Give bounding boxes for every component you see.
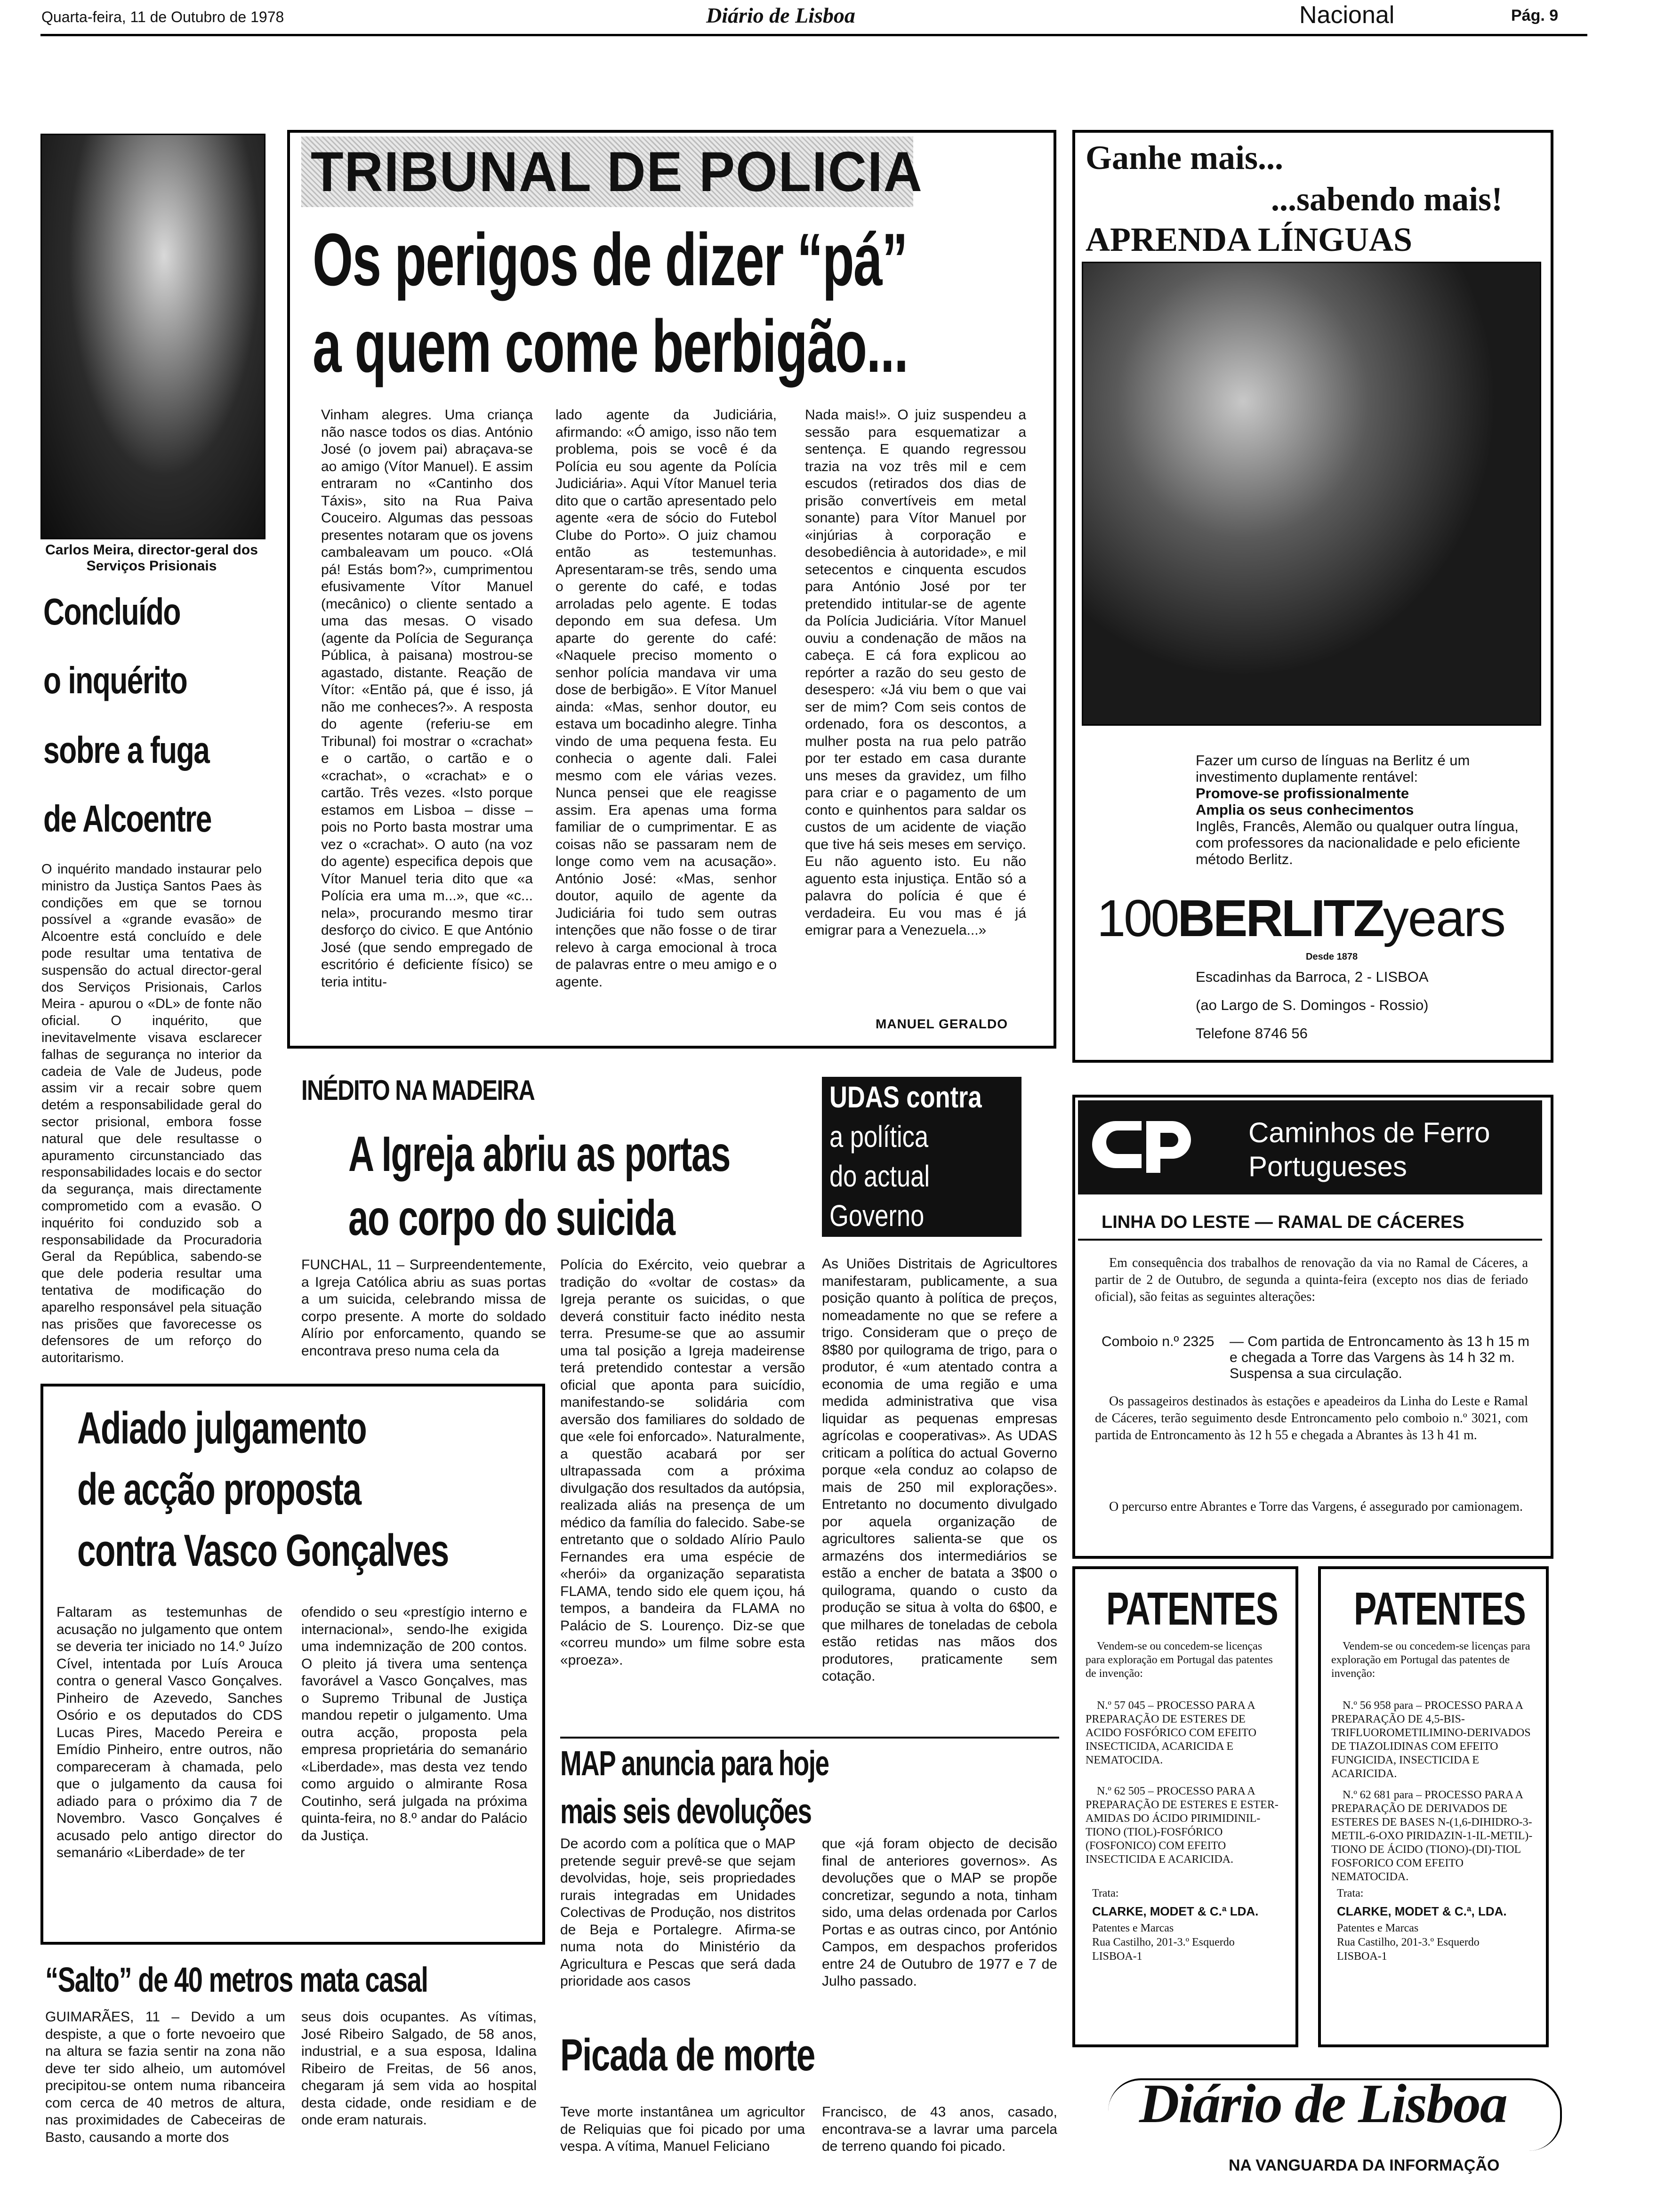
map-col-1: De acordo com a política que o MAP pretende seguir prevê-se que sejam devolvidas, hoje, seis propriedades rurais integradas em Unidades Colectivas de Produção, nos distritos de Beja e Portalegre. Afirma-se numa nota do Ministério da Agricultura e Pescas que será dada prioridade aos casos <box>560 1836 796 1989</box>
berlitz-logo-num: 100 <box>1097 890 1178 947</box>
cp-train-label: Comboio n.º 2325 <box>1102 1334 1215 1349</box>
header-page-number: Pág. 9 <box>1511 7 1559 24</box>
header-section: Nacional <box>1299 1 1395 29</box>
patentes1-intro: Vendem-se ou concedem-se licenças para exploração em Portugal das patentes de invenção: <box>1086 1640 1273 1680</box>
header-masthead: Diário de Lisboa <box>706 3 855 27</box>
left-story-body: O inquérito mandado instaurar pelo ministro da Justiça Santos Paes às condições em que se tornou possível a «grande evasão» de Alcoentre está concluído e dele pode resultar uma tentativa de suspensão do actual director-geral dos Serviços Prisionais, Carlos Meira - apurou o «DL» de fonte não oficial. O inquérito, que inevitavelmente visava esclarecer falhas de segurança no interior da cadeia de Vale de Judeus, pode assim vir a recair sobre quem detém a responsabilidade geral do sector prisional, embora fosse natural que dele resultasse o apuramento circunstanciado das responsabilidades locais e do sector da segurança, mais directamente comprometido com a evasão. O inquérito foi conduzido sob a responsabilidade da Procuradoria Geral da República, sabendo-se que dele poderia resultar uma tentativa de modificação do aparelho responsável pela situação nas prisões que favorecesse os defensores de um reforço do autoritarismo. <box>41 862 262 1366</box>
madeira-kicker: INÉDITO NA MADEIRA <box>301 1074 535 1106</box>
map-headline-1: MAP anuncia para hoje <box>560 1744 829 1783</box>
patentes2-intro: Vendem-se ou concedem-se licenças para exploração em Portugal das patentes de invenção: <box>1331 1640 1530 1680</box>
patentes2-company: CLARKE, MODET & C.ª, LDA. <box>1337 1904 1507 1918</box>
cp-name2: Portugueses <box>1248 1151 1407 1182</box>
patentes2-company2: Patentes e Marcas <box>1337 1922 1419 1934</box>
salto-col-1: GUIMARÃES, 11 – Devido a um despiste, a que o forte nevoeiro que na altura se fazia sentir na zona não deve ter sido alheio, um automóvel precipitou-se ontem numa ribanceira com cerca de 40 metros de altura, nas proximidades de Cabeceiras de Basto, causando a morte dos <box>45 2009 285 2145</box>
picada-col-1: Teve morte instantânea um agricultor de Reliquias que foi picado por uma vespa. A vítima, Manuel Feliciano <box>560 2104 805 2154</box>
berlitz-text1: Fazer um curso de línguas na Berlitz é um investimento duplamente rentável: <box>1196 752 1470 785</box>
patentes1-item2: N.º 62 505 – PROCESSO PARA A PREPARAÇÃO DE ESTERES E ESTER-AMIDAS DO ÁCIDO PIRIMIDINIL-TIONO (TIOL)-FOSFÓRICO (FOSFONICO) COM EFEITO INSECTICIDA E ACARICIDA. <box>1086 1785 1279 1866</box>
patentes2-title: PATENTES <box>1354 1583 1526 1635</box>
cp-name1: Caminhos de Ferro <box>1248 1117 1490 1148</box>
salto-headline: “Salto” de 40 metros mata casal <box>45 1960 428 1999</box>
berlitz-addr1: Escadinhas da Barroca, 2 - LISBOA <box>1196 969 1429 985</box>
berlitz-bold1: Promove-se profissionalmente <box>1196 785 1409 801</box>
berlitz-photo <box>1082 262 1541 726</box>
berlitz-line3: APRENDA LÍNGUAS <box>1086 221 1413 258</box>
tribunal-col-3: Nada mais!». O juiz suspendeu a sessão para esquematizar a sentença. E quando regressou trazia na voz três mil e cem escudos (retirados dos dias de prisão convertíveis em metal sonante) para Vítor Manuel por «injúrias à corporação e desobediência à autoridade», e mil setecentos e cinquenta escudos para António José por ter pretendido intitular-se de agente da Polícia Judiciária. Vítor Manuel ouviu a condenação de mãos na cabeça. E cá fora explicou ao repórter a razão do seu gesto de desespero: «Já viu bem o que vai ser de mim? Com seis contos de ordenado, fora os descontos, a mulher posta na rua pelo patrão por ter estado em casa durante uns meses da gravidez, um filho para criar e o pagamento de um conto e quinhentos para saldar os custos de um acidente de viação que tive há seis meses em serviço. Eu não aguento isto. Eu não aguento esta injustiça. Então só a palavra do polícia é que é verdadeira. Eu vou mas é já emigrar para a Venezuela...» <box>805 407 1026 938</box>
berlitz-logo <box>1097 889 1539 945</box>
photo-carlos-meira <box>40 134 265 539</box>
berlitz-since: Desde 1878 <box>1306 952 1358 962</box>
patentes1-trata: Trata: <box>1092 1887 1119 1899</box>
vasco-col-1: Faltaram as testemunhas de acusação no julgamento que ontem se deveria ter iniciado no 14.º Juízo Cível, intentada por Luís Arouca contra o general Vasco Gonçalves. Pinheiro de Azevedo, Sanches Osório e os deputados do CDS Lucas Pires, Macedo Pereira e Emídio Pinheiro, entre outros, não compareceram à chamada, pelo que o julgamento da causa foi adiado para o próximo dia 7 de Novembro. Vasco Gonçalves é acusado pelo antigo director do semanário «Liberdade» de ter <box>56 1604 282 1860</box>
berlitz-logo-brand: BERLITZ <box>1177 890 1383 947</box>
patentes2-item2: N.º 62 681 para – PROCESSO PARA A PREPARAÇÃO DE DERIVADOS DE ESTERES DE BASES N-(1,6-DIHIDRO-3-METIL-6-OXO PIRIDAZIN-1-IL-METIL)-TIONO DE ÁCIDO (TIONO)-(DI)-TIOL FOSFORICO COM EFEITO NEMATOCIDA. <box>1331 1789 1533 1883</box>
cp-logo <box>1097 1116 1191 1178</box>
patentes1-city: LISBOA-1 <box>1092 1950 1142 1963</box>
patentes1-company2: Patentes e Marcas <box>1092 1922 1174 1934</box>
left-headline-4: de Alcoentre <box>43 798 211 840</box>
madeira-col-1: FUNCHAL, 11 – Surpreendentemente, a Igreja Católica abriu as suas portas a um suicida, celebrando missa de corpo presente. A morte do soldado Alírio por enforcamento, quando se encontrava preso numa cela da <box>301 1257 546 1359</box>
header-rule <box>40 34 1587 36</box>
tribunal-kicker: TRIBUNAL DE POLICIA <box>311 140 923 203</box>
berlitz-line2: ...sabendo mais! <box>1271 180 1503 218</box>
udas-headline-1: UDAS contra <box>829 1080 982 1114</box>
madeira-headline-2: ao corpo do suicida <box>348 1190 675 1246</box>
berlitz-line1: Ganhe mais... <box>1086 139 1284 176</box>
vasco-headline-1: Adiado julgamento <box>77 1403 367 1453</box>
cp-note: Os passageiros destinados às estações e apeadeiros da Linha do Leste e Ramal de Cáceres, terão seguimento desde Entroncamento pelo comboio n.º 3021, com partida de Entroncamento às 12 h 55 e chegada a Abrantes às 13 h 41 m. <box>1095 1394 1528 1443</box>
cp-note2: O percurso entre Abrantes e Torre das Vargens, é assegurado por camionagem. <box>1109 1499 1523 1514</box>
berlitz-text2: Inglês, Francês, Alemão ou qualquer outra língua, com professores da nacionalidade e pelo eficiente método Berlitz. <box>1196 818 1520 867</box>
patentes1-addr: Rua Castilho, 201-3.º Esquerdo <box>1092 1936 1235 1948</box>
tribunal-headline-2: a quem come berbigão... <box>313 305 908 388</box>
patentes2-city: LISBOA-1 <box>1337 1950 1387 1963</box>
footer-ad-masthead: Diário de Lisboa <box>1139 2073 1507 2134</box>
cp-title: LINHA DO LESTE — RAMAL DE CÁCERES <box>1102 1212 1464 1232</box>
udas-headline-4: Governo <box>829 1199 925 1233</box>
berlitz-addr2: (ao Largo de S. Domingos - Rossio) <box>1196 997 1429 1013</box>
cp-logo-icon <box>1097 1116 1191 1178</box>
cp-title-rule <box>1078 1239 1542 1241</box>
picada-col-2: Francisco, de 43 anos, casado, encontrava-se a lavrar uma parcela de terreno quando foi picado. <box>822 2104 1057 2154</box>
udas-body: As Uniões Distritais de Agricultores manifestaram, publicamente, a sua posição quanto à política de preços, nomeadamente no que se refere a trigo. Consideram que o preço de 8$80 por quilograma de trigo, para o produtor, é «um atentado contra a economia de uma região e uma medida administrativa que visa liquidar as pequenas empresas agrícolas e cooperativas». As UDAS criticam a política do actual Governo porque «ela conduz ao colapso de mais de 250 mil explorações». Entretanto no documento divulgado por aquela organização de agricultores salienta-se que os armazéns dos intermediários se estão a encher de batata a 3$00 o quilograma, quando o custo da produção se situa à volta do 6$00, e que milhares de toneladas de cebola estão retidas nas mãos dos produtores, praticamente sem cotação. <box>822 1256 1057 1684</box>
map-col-2: que «já foram objecto de decisão final de anteriores governos». As devoluções que o MAP se propõe concretizar, segundo a nota, tinham sido, uma delas ordenada por Carlos Portas e as outras cinco, por António Campos, em despachos proferidos entre 24 de Outubro de 1977 e 7 de Julho passado. <box>822 1836 1057 1989</box>
berlitz-phone: Telefone 8746 56 <box>1196 1025 1308 1042</box>
udas-headline-3: do actual <box>829 1159 930 1193</box>
left-headline-2: o inquérito <box>43 659 187 701</box>
madeira-col-2: Polícia do Exército, veio quebrar a tradição do «voltar de costas» da Igreja perante os suicidas, o que deverá constituir facto inédito nesta terra. Presume-se que ao assumir uma tal posição a Igreja madeirense terá pretendido contestar a versão oficial que aponta para suicídio, manifestando-se solidária com aversão dos familiares do soldado de que «ele foi enforcado». Naturalmente, a questão acabará por ser ultrapassada com a próxima divulgação dos resultados da autópsia, realizada aliás na presença de um médico da família do falecido. Sabe-se entretanto que o soldado Alírio Paulo Fernandes era uma espécie de «herói» da organização separatista FLAMA, tendo sido ele quem içou, há tempos, a bandeira da FLAMA no Palácio de S. Lourenço. Diz-se que «correu mundo» um filme sobre esta «proeza». <box>560 1257 805 1668</box>
header-date: Quarta-feira, 11 de Outubro de 1978 <box>41 8 284 25</box>
patentes1-company: CLARKE, MODET & C.ª LDA. <box>1092 1904 1259 1918</box>
patentes2-item1: N.º 56 958 para – PROCESSO PARA A PREPARAÇÃO DE 4,5-BIS-TRIFLUOROMETILIMINO-DERIVADOS DE TIAZOLIDINAS COM EFEITO FUNGICIDA, INSECTICIDA E ACARICIDA. <box>1331 1699 1531 1780</box>
tribunal-byline: MANUEL GERALDO <box>876 1017 1008 1031</box>
patentes1-item1: N.º 57 045 – PROCESSO PARA A PREPARAÇÃO DE ESTERES DE ACIDO FOSFÓRICO COM EFEITO INSECTICIDA, ACARICIDA E NEMATOCIDA. <box>1086 1699 1256 1766</box>
vasco-headline-2: de acção proposta <box>77 1464 361 1515</box>
vasco-headline-3: contra Vasco Gonçalves <box>77 1525 449 1576</box>
left-headline-3: sobre a fuga <box>43 729 209 771</box>
tribunal-col-1: Vinham alegres. Uma criança não nasce todos os dias. António José (o jovem pai) abraçava-se ao amigo (Vítor Manuel). E assim entraram no «Cantinho dos Táxis», sito na Rua Paiva Couceiro. Algumas das pessoas presentes notaram que os jovens cambaleavam um pouco. «Olá pá! Estás bom?», cumprimentou efusivamente Vítor Manuel (mecânico) o cliente sentado a uma das mesas. O visado (agente da Polícia de Segurança Pública, à paisana) mostrou-se agastado, distante. Reação de Vítor: «Então pá, que é isso, já não me conheces?». A resposta do agente (referiu-se em Tribunal) foi mostrar o «crachat» e o cartão, o cartão e o «crachat», o «crachat» e o cartão. Três vezes. «Isto porque estamos em Lisboa – disse – pois no Porto basta mostrar uma vez o «crachat». O auto (na voz do agente) especifica depois que Vítor Manuel teria dito que «a Polícia era uma m...», que «c... nela», procurando mesmo tirar desforço do civico. E que António José (que sendo empregado de escritório é deficiente físico) se teria intitu- <box>321 407 533 990</box>
picada-headline: Picada de morte <box>560 2030 815 2080</box>
berlitz-bold2: Amplia os seus conhecimentos <box>1196 801 1414 818</box>
berlitz-logo-years: years <box>1383 890 1505 947</box>
patentes2-trata: Trata: <box>1337 1887 1364 1899</box>
patentes2-addr: Rua Castilho, 201-3.º Esquerdo <box>1337 1936 1480 1948</box>
patentes1-title: PATENTES <box>1106 1583 1278 1635</box>
cp-train-text: — Com partida de Entroncamento às 13 h 15 m e chegada a Torre das Vargens às 14 h 32 m. Suspensa a sua circulação. <box>1230 1334 1530 1381</box>
map-headline-2: mais seis devoluções <box>560 1792 812 1831</box>
map-top-rule <box>560 1737 1059 1739</box>
left-headline-1: Concluído <box>43 591 180 633</box>
udas-headline-2: a política <box>829 1120 929 1154</box>
salto-col-2: seus dois ocupantes. As vítimas, José Ribeiro Salgado, de 58 anos, industrial, e a sua esposa, Idalina Ribeiro de Freitas, de 56 anos, chegaram já sem vida ao hospital desta cidade, onde residiam e de onde eram naturais. <box>301 2009 537 2128</box>
footer-ad-tagline: NA VANGUARDA DA INFORMAÇÃO <box>1229 2156 1500 2174</box>
cp-intro: Em consequência dos trabalhos de renovação da via no Ramal de Cáceres, a partir de 2 de Outubro, de segunda a quinta-feira (excepto nos dias de feriado oficial), são feitas as seguintes alterações: <box>1095 1256 1528 1304</box>
photo-caption: Carlos Meira, director-geral dos Serviços Prisionais <box>45 542 258 574</box>
vasco-col-2: ofendido o seu «prestígio interno e internacional», sendo-lhe exigida uma indemnização de 200 contos. O pleito já tivera uma sentença favorável a Vasco Gonçalves, mas o Supremo Tribunal de Justiça mandou repetir o julgamento. Uma outra acção, proposta pela empresa proprietária do semanário «Liberdade», mas desta vez tendo como arguido o almirante Rosa Coutinho, será julgada na próxima quinta-feira, no 8.º andar do Palácio da Justiça. <box>301 1604 527 1843</box>
tribunal-col-2: lado agente da Judiciária, afirmando: «Ó amigo, isso não tem problema, pois se você é da Polícia eu sou agente da Polícia Judiciária». Aqui Vítor Manuel teria dito que o cartão apresentado pelo agente «era de sócio do Futebol Clube do Porto». O juiz chamou então as testemunhas. Apresentaram-se três, sendo uma o gerente do café, e todas arroladas pelo agente. E todas depondo em sua defesa. Um aparte do gerente do café: «Naquele preciso momento o senhor polícia mandava vir uma dose de berbigão». E Vítor Manuel ainda: «Mas, senhor doutor, eu estava um bocadinho alegre. Tinha vindo de uma pequena festa. Eu conhecia o agente dali. Falei mesmo com ele várias vezes. Nunca pensei que ele reagisse assim. Era apenas uma forma familiar de o cumprimentar. E as coisas não se passaram nem de longe como vem na acusação». António José: «Mas, senhor doutor, aquilo de agente da Judiciária foi tudo sem outras intenções que não fosse o de tirar relevo à carga emocional à troca de palavras entre o meu amigo e o agente. <box>555 407 777 990</box>
tribunal-headline-1: Os perigos de dizer “pá” <box>313 218 908 301</box>
madeira-headline-1: A Igreja abriu as portas <box>348 1126 730 1182</box>
